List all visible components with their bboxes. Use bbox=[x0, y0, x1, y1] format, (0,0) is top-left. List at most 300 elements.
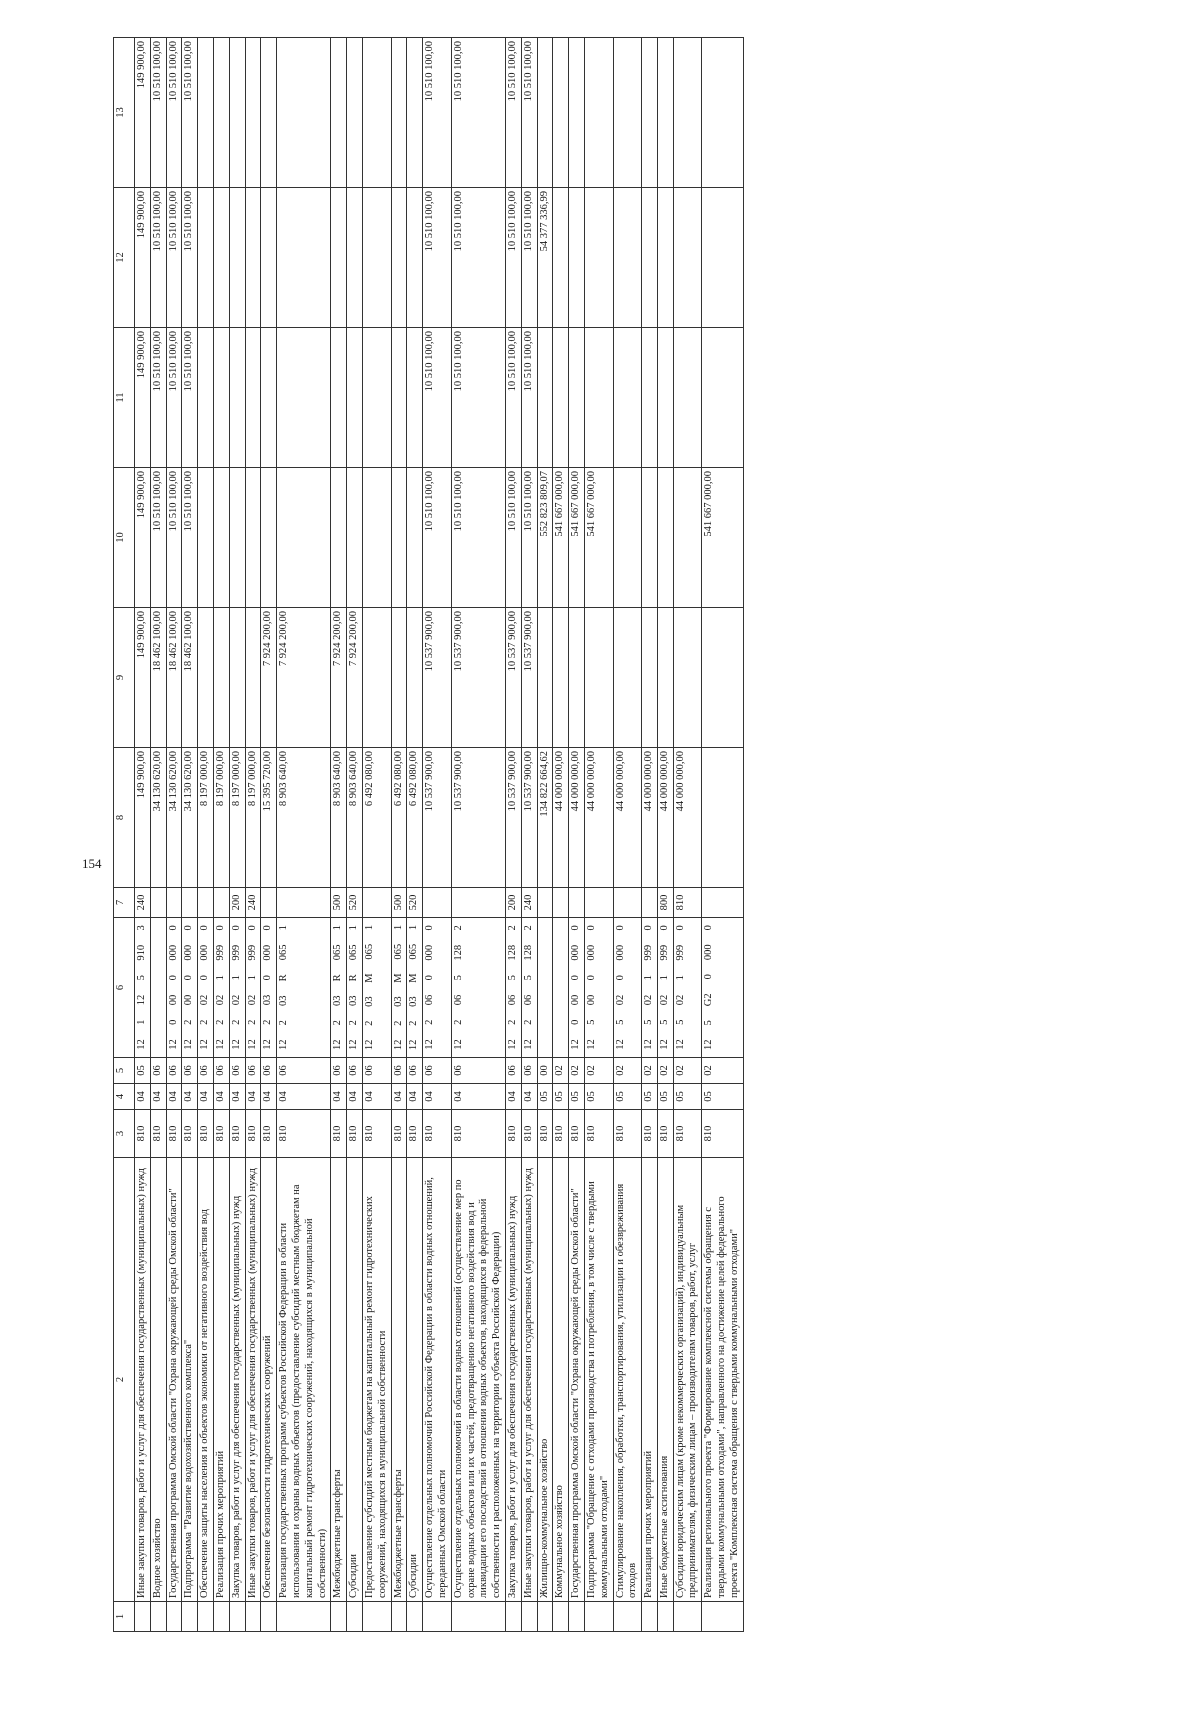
cell-subsection: 06 bbox=[407, 1058, 423, 1084]
row-name-cell: Водное хозяйство bbox=[150, 1158, 166, 1602]
column-header-6: 6 bbox=[114, 918, 135, 1058]
table-row bbox=[613, 38, 642, 1632]
cell-amount-col9: 10 537 900,00 bbox=[423, 608, 452, 748]
cell-section: 05 bbox=[537, 1084, 553, 1110]
cell-expense-type bbox=[569, 888, 585, 918]
cell-amount-col13 bbox=[391, 38, 407, 188]
cell-subsection: 06 bbox=[521, 1058, 537, 1084]
cell-section: 04 bbox=[331, 1084, 347, 1110]
cell-amount-col9 bbox=[198, 608, 214, 748]
cell-section: 04 bbox=[261, 1084, 277, 1110]
table-row bbox=[537, 38, 553, 1632]
cell-amount-col12: 10 510 100,00 bbox=[423, 188, 452, 328]
target-article-part: 12 bbox=[506, 1039, 518, 1050]
cell-amount-col10 bbox=[642, 468, 658, 608]
target-article-part: 3 bbox=[136, 925, 147, 931]
target-article-part: 03 bbox=[348, 995, 360, 1006]
cell-amount-col10: 10 510 100,00 bbox=[166, 468, 182, 608]
target-article-part: 0 bbox=[199, 975, 211, 981]
cell-amount-col10 bbox=[657, 468, 673, 608]
cell-section: 04 bbox=[245, 1084, 261, 1110]
table-row bbox=[277, 38, 331, 1632]
cell-amount-col8: 8 903 640,00 bbox=[277, 748, 331, 888]
cell-expense-type bbox=[553, 888, 569, 918]
row-name-cell: Межбюджетные трансферты bbox=[391, 1158, 407, 1602]
cell-amount-col13 bbox=[198, 38, 214, 188]
cell-amount-col8: 34 130 620,00 bbox=[182, 748, 198, 888]
row-index-cell bbox=[198, 1602, 214, 1632]
cell-admin-code: 810 bbox=[277, 1110, 331, 1158]
cell-subsection: 02 bbox=[673, 1058, 702, 1084]
cell-amount-col8: 34 130 620,00 bbox=[166, 748, 182, 888]
cell-amount-col9 bbox=[642, 608, 658, 748]
row-index-cell bbox=[642, 1602, 658, 1632]
cell-section: 05 bbox=[673, 1084, 702, 1110]
target-article-part: 0 bbox=[674, 925, 686, 931]
cell-amount-col11 bbox=[673, 328, 702, 468]
cell-admin-code: 810 bbox=[657, 1110, 673, 1158]
target-article-part: 5 bbox=[703, 1020, 715, 1026]
cell-amount-col13: 10 510 100,00 bbox=[451, 38, 505, 188]
cell-amount-col8: 8 197 000,00 bbox=[213, 748, 229, 888]
cell-amount-col12: 54 377 336,99 bbox=[537, 188, 553, 328]
target-article-part: 12 bbox=[199, 1039, 211, 1050]
target-article-part: 1 bbox=[332, 925, 344, 931]
target-article-part: 12 bbox=[262, 1039, 274, 1050]
cell-amount-col11: 10 510 100,00 bbox=[505, 328, 521, 468]
cell-amount-col13 bbox=[213, 38, 229, 188]
row-index-cell bbox=[553, 1602, 569, 1632]
target-article-part: 1 bbox=[658, 975, 670, 981]
target-article-parts bbox=[136, 918, 149, 1057]
target-article-parts bbox=[643, 918, 656, 1057]
row-name-cell: Закупка товаров, работ и услуг для обеспечения государственных (муниципальных) нужд bbox=[229, 1158, 245, 1602]
cell-expense-type bbox=[642, 888, 658, 918]
cell-amount-col12 bbox=[657, 188, 673, 328]
cell-amount-col8: 8 197 000,00 bbox=[245, 748, 261, 888]
target-article-part: 03 bbox=[332, 995, 344, 1006]
cell-amount-col11 bbox=[213, 328, 229, 468]
cell-amount-col9: 10 537 900,00 bbox=[505, 608, 521, 748]
target-article-part: 1 bbox=[230, 975, 242, 981]
target-article-part: 0 bbox=[424, 975, 436, 981]
target-article-part: 12 bbox=[703, 1039, 715, 1050]
target-article-part: 0 bbox=[643, 925, 655, 931]
target-article-part: 12 bbox=[614, 1039, 626, 1050]
header-row bbox=[114, 38, 135, 1632]
cell-subsection: 06 bbox=[362, 1058, 391, 1084]
cell-amount-col11 bbox=[584, 328, 613, 468]
cell-target-article bbox=[150, 918, 166, 1058]
cell-amount-col11: 10 510 100,00 bbox=[451, 328, 505, 468]
target-article-part: 12 bbox=[452, 1039, 464, 1050]
target-article-part: 5 bbox=[452, 975, 464, 981]
table-row bbox=[198, 38, 214, 1632]
cell-admin-code: 810 bbox=[569, 1110, 585, 1158]
cell-amount-col10 bbox=[229, 468, 245, 608]
cell-amount-col13 bbox=[569, 38, 585, 188]
target-article-parts bbox=[408, 918, 421, 1057]
table-row bbox=[505, 38, 521, 1632]
cell-amount-col13 bbox=[331, 38, 347, 188]
target-article-part: 2 bbox=[452, 925, 464, 931]
cell-amount-col13 bbox=[347, 38, 363, 188]
row-index-cell bbox=[702, 1602, 743, 1632]
cell-section: 05 bbox=[553, 1084, 569, 1110]
column-header-12: 12 bbox=[114, 188, 135, 328]
target-article-part: 128 bbox=[506, 944, 518, 961]
cell-target-article bbox=[229, 918, 245, 1058]
target-article-parts bbox=[278, 918, 291, 1057]
target-article-part: 5 bbox=[136, 975, 147, 981]
cell-admin-code: 810 bbox=[331, 1110, 347, 1158]
target-article-part: 0 bbox=[585, 975, 597, 981]
cell-target-article bbox=[553, 918, 569, 1058]
cell-target-article bbox=[407, 918, 423, 1058]
cell-expense-type bbox=[451, 888, 505, 918]
target-article-part: 1 bbox=[136, 1019, 147, 1025]
target-article-part: 02 bbox=[230, 994, 242, 1006]
target-article-part: 2 bbox=[424, 1019, 436, 1025]
table-row bbox=[451, 38, 505, 1632]
target-article-parts bbox=[215, 918, 228, 1057]
cell-amount-col12 bbox=[198, 188, 214, 328]
cell-subsection: 02 bbox=[584, 1058, 613, 1084]
cell-section: 05 bbox=[584, 1084, 613, 1110]
column-header-11: 11 bbox=[114, 328, 135, 468]
row-index-cell bbox=[391, 1602, 407, 1632]
cell-admin-code: 810 bbox=[702, 1110, 743, 1158]
cell-admin-code: 810 bbox=[521, 1110, 537, 1158]
target-article-part: 1 bbox=[674, 975, 686, 981]
cell-target-article bbox=[391, 918, 407, 1058]
cell-amount-col11 bbox=[657, 328, 673, 468]
cell-section: 04 bbox=[182, 1084, 198, 1110]
target-article-part: 5 bbox=[658, 1019, 670, 1025]
cell-expense-type bbox=[702, 888, 743, 918]
cell-admin-code: 810 bbox=[537, 1110, 553, 1158]
target-article-part: 5 bbox=[585, 1019, 597, 1025]
target-article-part: 000 bbox=[424, 944, 436, 961]
target-article-part: 0 bbox=[703, 974, 715, 980]
row-index-cell bbox=[166, 1602, 182, 1632]
cell-amount-col10: 149 900,00 bbox=[135, 468, 151, 608]
cell-amount-col10: 10 510 100,00 bbox=[521, 468, 537, 608]
row-index-cell bbox=[245, 1602, 261, 1632]
target-article-part: 03 bbox=[262, 994, 274, 1006]
cell-amount-col11 bbox=[553, 328, 569, 468]
cell-amount-col8: 10 537 900,00 bbox=[521, 748, 537, 888]
cell-amount-col10 bbox=[277, 468, 331, 608]
table-row bbox=[135, 38, 151, 1632]
table-row bbox=[702, 38, 743, 1632]
column-header-4: 4 bbox=[114, 1084, 135, 1110]
cell-target-article bbox=[198, 918, 214, 1058]
target-article-part: 000 bbox=[199, 944, 211, 961]
target-article-part: 999 bbox=[230, 944, 242, 961]
cell-amount-col9 bbox=[362, 608, 391, 748]
cell-section: 04 bbox=[150, 1084, 166, 1110]
cell-subsection: 06 bbox=[229, 1058, 245, 1084]
target-article-parts bbox=[332, 918, 345, 1057]
target-article-part: 2 bbox=[506, 925, 518, 931]
cell-admin-code: 810 bbox=[423, 1110, 452, 1158]
row-name-cell: Государственная программа Омской области "Охрана окружающей среды Омской области" bbox=[569, 1158, 585, 1602]
target-article-part: 0 bbox=[262, 925, 274, 931]
target-article-part: 2 bbox=[332, 1020, 344, 1026]
target-article-part: 5 bbox=[522, 975, 534, 981]
cell-amount-col13: 10 510 100,00 bbox=[166, 38, 182, 188]
cell-amount-col12 bbox=[613, 188, 642, 328]
target-article-part: 06 bbox=[522, 994, 534, 1006]
cell-amount-col12: 10 510 100,00 bbox=[166, 188, 182, 328]
target-article-part: 02 bbox=[214, 994, 226, 1006]
target-article-part: 12 bbox=[332, 1039, 344, 1050]
target-article-part: R bbox=[348, 974, 360, 982]
cell-admin-code: 810 bbox=[347, 1110, 363, 1158]
target-article-parts bbox=[659, 918, 672, 1057]
row-index-cell bbox=[423, 1602, 452, 1632]
cell-expense-type bbox=[362, 888, 391, 918]
cell-admin-code: 810 bbox=[407, 1110, 423, 1158]
cell-amount-col13: 149 900,00 bbox=[135, 38, 151, 188]
row-name-cell: Коммунальное хозяйство bbox=[553, 1158, 569, 1602]
cell-target-article bbox=[537, 918, 553, 1058]
target-article-part: 2 bbox=[278, 1020, 290, 1026]
cell-amount-col12 bbox=[584, 188, 613, 328]
target-article-part: 00 bbox=[183, 994, 195, 1006]
table-row bbox=[553, 38, 569, 1632]
cell-amount-col9 bbox=[213, 608, 229, 748]
target-article-part: 12 bbox=[570, 1039, 582, 1050]
column-header-13: 13 bbox=[114, 38, 135, 188]
target-article-part: 1 bbox=[363, 924, 375, 931]
row-name-cell: Иные бюджетные ассигнования bbox=[657, 1158, 673, 1602]
cell-amount-col9: 149 900,00 bbox=[135, 608, 151, 748]
cell-subsection: 06 bbox=[451, 1058, 505, 1084]
target-article-part: 0 bbox=[570, 975, 582, 981]
target-article-part: 000 bbox=[585, 944, 597, 961]
cell-amount-col8: 149 900,00 bbox=[135, 748, 151, 888]
cell-section: 04 bbox=[229, 1084, 245, 1110]
cell-amount-col9 bbox=[569, 608, 585, 748]
cell-amount-col11 bbox=[362, 328, 391, 468]
cell-amount-col12 bbox=[391, 188, 407, 328]
target-article-part: 12 bbox=[230, 1039, 242, 1050]
cell-expense-type: 520 bbox=[407, 888, 423, 918]
row-name-cell: Жилищно-коммунальное хозяйство bbox=[537, 1158, 553, 1602]
cell-subsection: 02 bbox=[657, 1058, 673, 1084]
cell-section: 04 bbox=[407, 1084, 423, 1110]
cell-amount-col13 bbox=[642, 38, 658, 188]
cell-amount-col8: 44 000 000,00 bbox=[584, 748, 613, 888]
cell-amount-col12 bbox=[569, 188, 585, 328]
cell-amount-col10 bbox=[347, 468, 363, 608]
target-article-part: 5 bbox=[506, 975, 518, 981]
cell-section: 04 bbox=[362, 1084, 391, 1110]
cell-subsection: 02 bbox=[553, 1058, 569, 1084]
target-article-part: 02 bbox=[674, 994, 686, 1006]
cell-amount-col12 bbox=[331, 188, 347, 328]
target-article-parts bbox=[393, 918, 406, 1057]
cell-amount-col12 bbox=[362, 188, 391, 328]
cell-subsection: 06 bbox=[166, 1058, 182, 1084]
cell-section: 04 bbox=[213, 1084, 229, 1110]
cell-target-article bbox=[166, 918, 182, 1058]
target-article-parts bbox=[570, 918, 583, 1057]
cell-amount-col9: 18 462 100,00 bbox=[182, 608, 198, 748]
target-article-part: 128 bbox=[452, 944, 464, 961]
target-article-part: 2 bbox=[506, 1019, 518, 1025]
column-header-2: 2 bbox=[114, 1158, 135, 1602]
cell-target-article bbox=[347, 918, 363, 1058]
target-article-parts bbox=[364, 918, 377, 1057]
target-article-part: 5 bbox=[674, 1019, 686, 1025]
cell-admin-code: 810 bbox=[245, 1110, 261, 1158]
row-index-cell bbox=[347, 1602, 363, 1632]
target-article-part: 000 bbox=[167, 944, 179, 961]
cell-target-article bbox=[657, 918, 673, 1058]
cell-subsection: 06 bbox=[182, 1058, 198, 1084]
cell-expense-type bbox=[584, 888, 613, 918]
target-article-parts bbox=[453, 918, 466, 1057]
cell-expense-type bbox=[537, 888, 553, 918]
cell-amount-col13 bbox=[657, 38, 673, 188]
cell-amount-col11 bbox=[642, 328, 658, 468]
cell-amount-col11 bbox=[277, 328, 331, 468]
cell-amount-col8: 44 000 000,00 bbox=[553, 748, 569, 888]
cell-admin-code: 810 bbox=[166, 1110, 182, 1158]
target-article-part: 0 bbox=[570, 1019, 582, 1025]
cell-target-article bbox=[521, 918, 537, 1058]
target-article-part: 0 bbox=[262, 975, 274, 981]
column-header-8: 8 bbox=[114, 748, 135, 888]
cell-expense-type bbox=[166, 888, 182, 918]
target-article-part: 0 bbox=[199, 925, 211, 931]
target-article-part: 065 bbox=[392, 943, 404, 960]
cell-target-article bbox=[505, 918, 521, 1058]
cell-amount-col9 bbox=[229, 608, 245, 748]
cell-amount-col13 bbox=[673, 38, 702, 188]
cell-admin-code: 810 bbox=[391, 1110, 407, 1158]
row-index-cell bbox=[657, 1602, 673, 1632]
column-header-5: 5 bbox=[114, 1058, 135, 1084]
row-name-cell: Обеспечение безопасности гидротехнических сооружений bbox=[261, 1158, 277, 1602]
target-article-part: 0 bbox=[246, 925, 258, 931]
target-article-part: 0 bbox=[183, 975, 195, 981]
target-article-part: 12 bbox=[522, 1039, 534, 1050]
cell-amount-col13 bbox=[553, 38, 569, 188]
cell-expense-type: 240 bbox=[521, 888, 537, 918]
cell-amount-col9 bbox=[613, 608, 642, 748]
table-row bbox=[229, 38, 245, 1632]
page-number: 154 bbox=[82, 856, 102, 871]
column-header-1: 1 bbox=[114, 1602, 135, 1632]
cell-admin-code: 810 bbox=[182, 1110, 198, 1158]
target-article-parts bbox=[615, 918, 628, 1057]
cell-amount-col13: 10 510 100,00 bbox=[505, 38, 521, 188]
target-article-part: 1 bbox=[246, 975, 258, 981]
cell-amount-col11: 10 510 100,00 bbox=[423, 328, 452, 468]
table-row bbox=[642, 38, 658, 1632]
row-index-cell bbox=[407, 1602, 423, 1632]
cell-amount-col10: 541 667 000,00 bbox=[584, 468, 613, 608]
target-article-part: 0 bbox=[214, 925, 226, 931]
cell-section: 04 bbox=[521, 1084, 537, 1110]
cell-amount-col10 bbox=[407, 468, 423, 608]
cell-amount-col11 bbox=[569, 328, 585, 468]
cell-amount-col8: 8 197 000,00 bbox=[198, 748, 214, 888]
cell-amount-col12 bbox=[277, 188, 331, 328]
cell-amount-col11 bbox=[261, 328, 277, 468]
target-article-part: 065 bbox=[278, 944, 290, 961]
target-article-part: 1 bbox=[643, 975, 655, 981]
target-article-part: 065 bbox=[332, 944, 344, 961]
cell-amount-col8: 34 130 620,00 bbox=[150, 748, 166, 888]
target-article-part: 02 bbox=[658, 994, 670, 1006]
cell-amount-col10 bbox=[362, 468, 391, 608]
cell-section: 04 bbox=[347, 1084, 363, 1110]
target-article-parts bbox=[199, 918, 212, 1057]
target-article-parts bbox=[168, 918, 181, 1057]
target-article-part: 12 bbox=[348, 1039, 360, 1050]
target-article-part: 2 bbox=[199, 1019, 211, 1025]
target-article-part: 065 bbox=[348, 944, 360, 961]
target-article-part: 02 bbox=[199, 994, 211, 1006]
cell-amount-col8: 8 197 000,00 bbox=[229, 748, 245, 888]
target-article-part: 03 bbox=[363, 996, 375, 1007]
cell-admin-code: 810 bbox=[229, 1110, 245, 1158]
target-article-part: 03 bbox=[408, 996, 420, 1007]
cell-amount-col9: 10 537 900,00 bbox=[521, 608, 537, 748]
table-row bbox=[182, 38, 198, 1632]
table-row bbox=[362, 38, 391, 1632]
cell-amount-col11: 10 510 100,00 bbox=[150, 328, 166, 468]
target-article-part: 0 bbox=[167, 925, 179, 931]
target-article-part: 06 bbox=[506, 994, 518, 1006]
cell-target-article bbox=[182, 918, 198, 1058]
cell-amount-col9 bbox=[407, 608, 423, 748]
target-article-part: M bbox=[363, 973, 375, 983]
cell-expense-type bbox=[261, 888, 277, 918]
cell-section: 04 bbox=[451, 1084, 505, 1110]
row-name-cell: Стимулирование накопления, обработки, транспортирования, утилизации и обезвреживания отходов bbox=[613, 1158, 642, 1602]
column-header-7: 7 bbox=[114, 888, 135, 918]
cell-admin-code: 810 bbox=[613, 1110, 642, 1158]
target-article-part: 0 bbox=[167, 975, 179, 981]
target-article-part: 000 bbox=[262, 944, 274, 961]
cell-amount-col13: 10 510 100,00 bbox=[150, 38, 166, 188]
table-row bbox=[569, 38, 585, 1632]
target-article-parts bbox=[231, 918, 244, 1057]
cell-admin-code: 810 bbox=[213, 1110, 229, 1158]
target-article-part: 128 bbox=[522, 944, 534, 961]
target-article-part: 2 bbox=[183, 1019, 195, 1025]
cell-expense-type bbox=[277, 888, 331, 918]
row-index-cell bbox=[331, 1602, 347, 1632]
target-article-part: 0 bbox=[703, 925, 715, 931]
target-article-parts bbox=[247, 918, 260, 1057]
cell-amount-col13: 10 510 100,00 bbox=[423, 38, 452, 188]
cell-section: 05 bbox=[657, 1084, 673, 1110]
table-row bbox=[391, 38, 407, 1632]
cell-admin-code: 810 bbox=[451, 1110, 505, 1158]
cell-amount-col8: 44 000 000,00 bbox=[642, 748, 658, 888]
cell-subsection: 06 bbox=[331, 1058, 347, 1084]
target-article-parts bbox=[675, 918, 688, 1057]
target-article-part: 0 bbox=[614, 975, 626, 981]
cell-expense-type bbox=[613, 888, 642, 918]
